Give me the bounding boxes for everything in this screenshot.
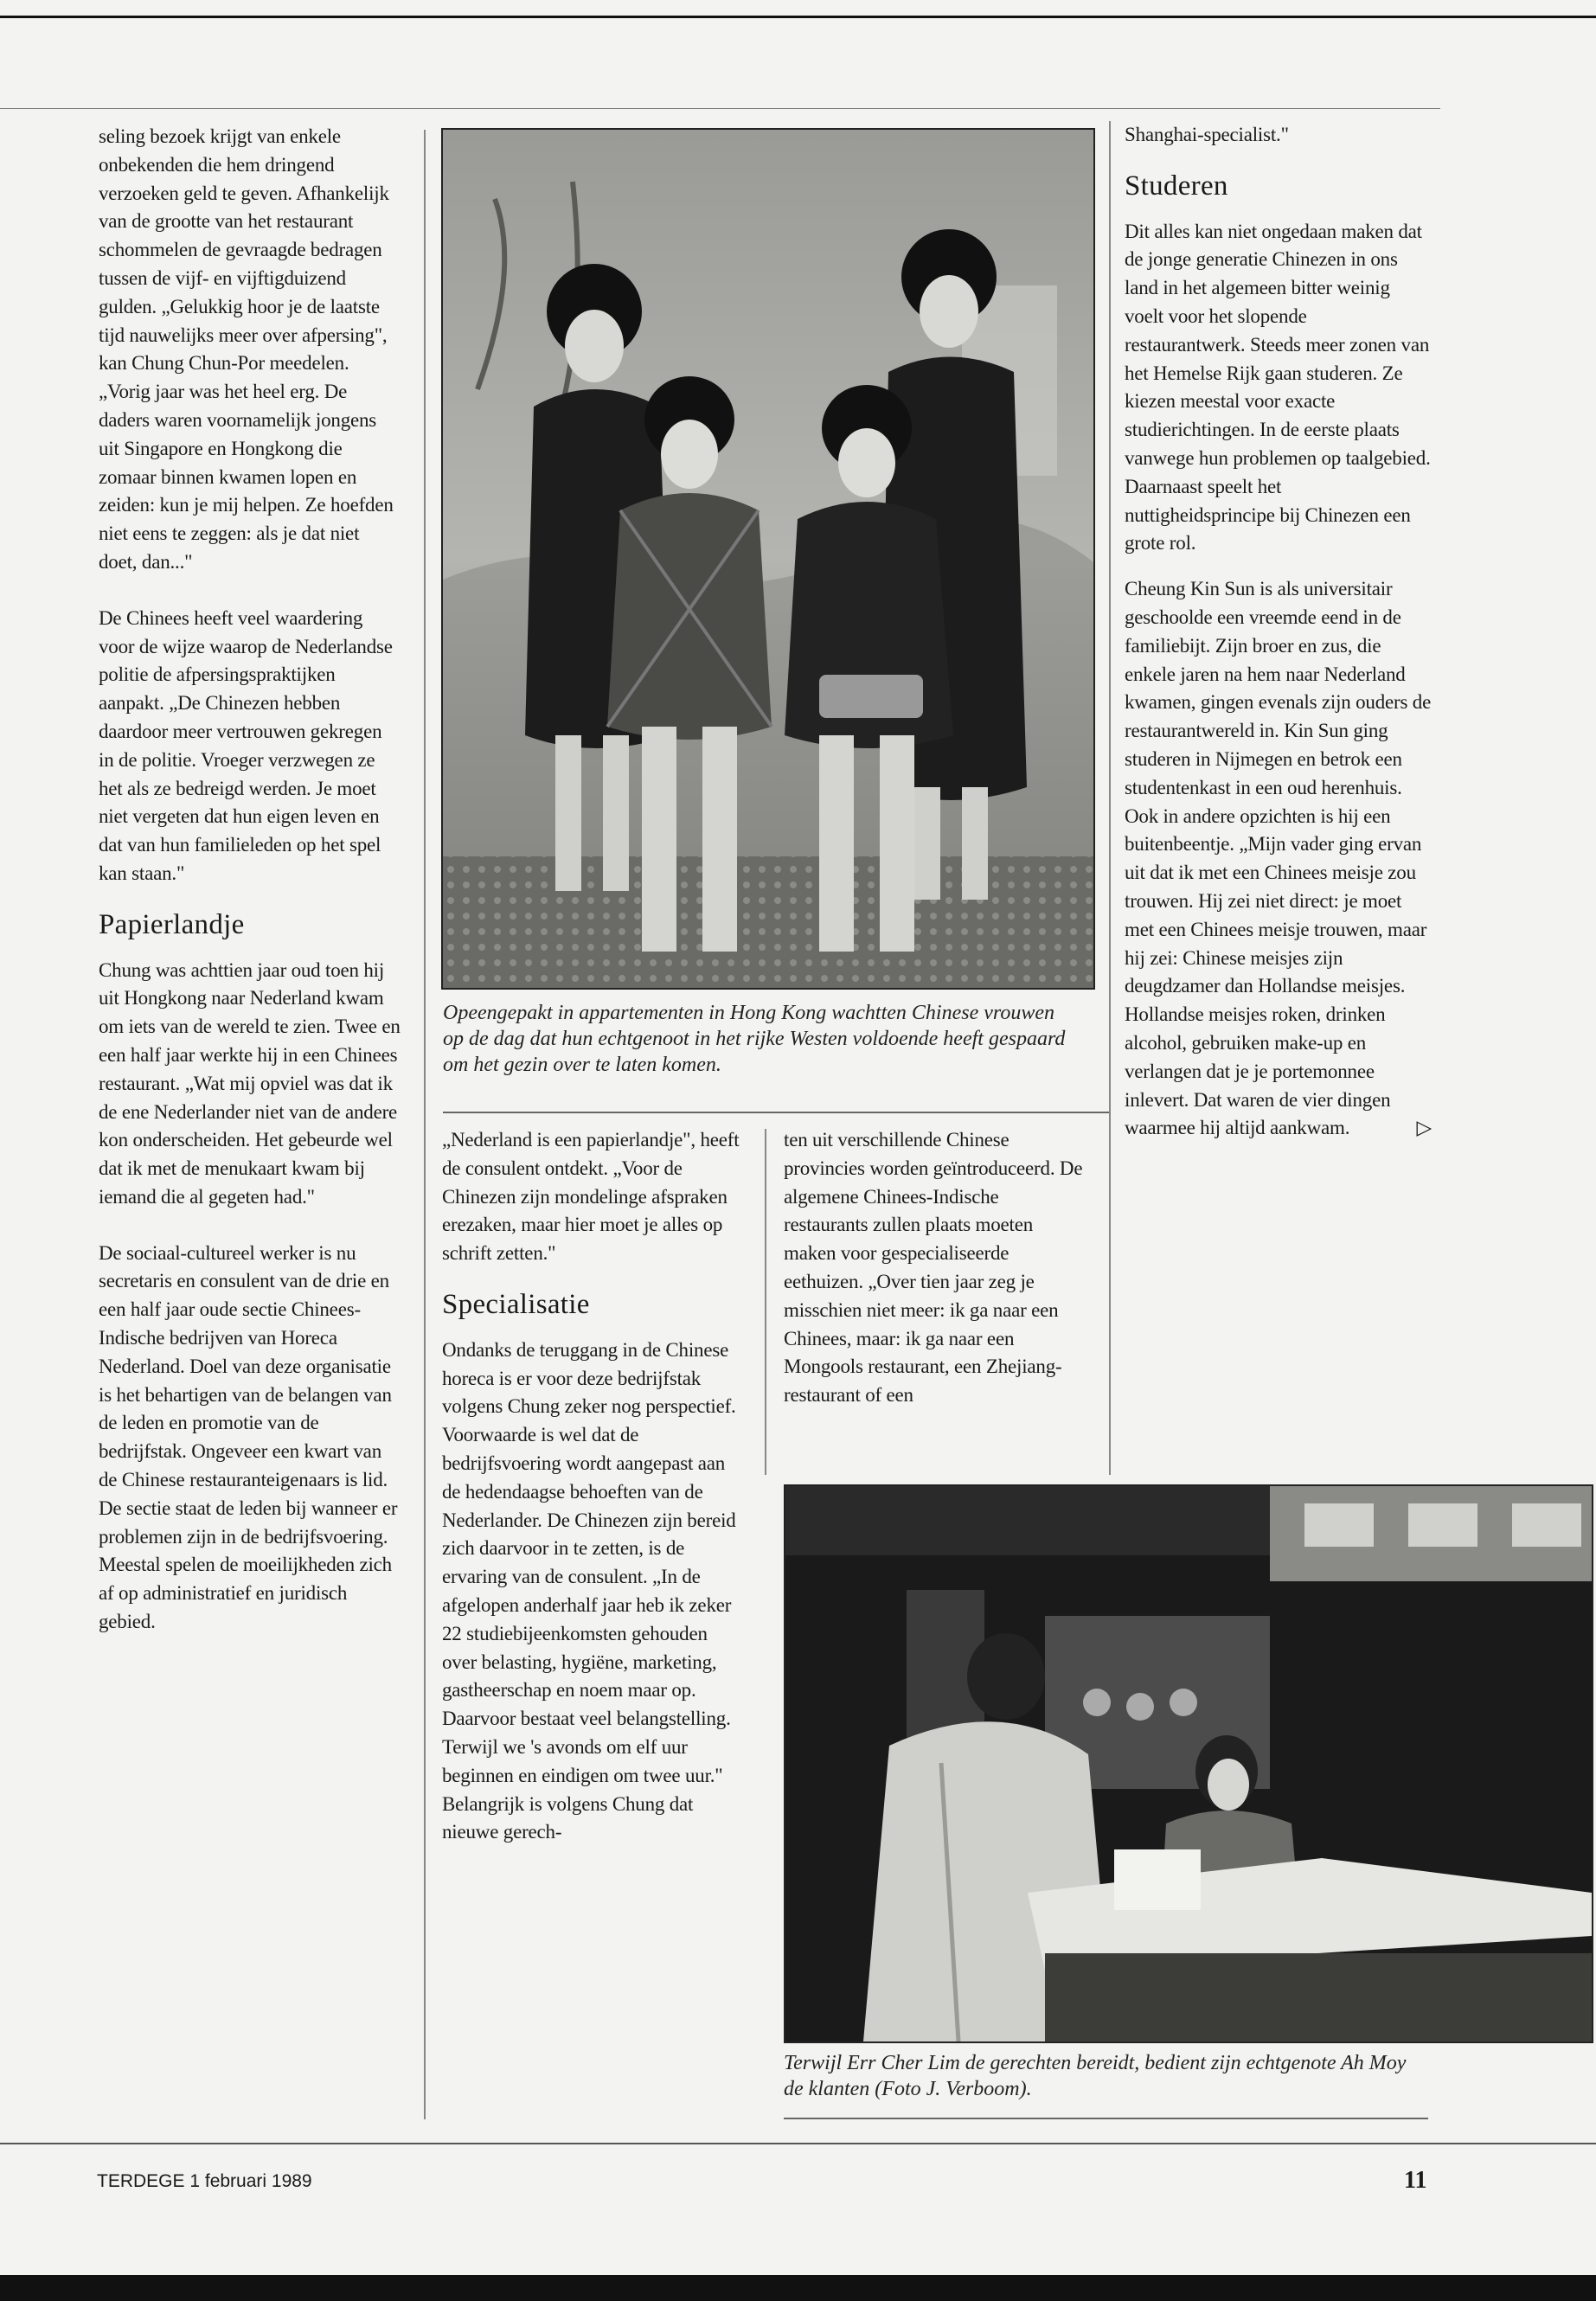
- photo-restaurant-counter: [784, 1484, 1593, 2043]
- col1-paragraph-4: De sociaal-cultureel werker is nu secretaris en consulent van de drie en een half jaar oude sectie Chinees-Indische bedrijven van Horeca Nederland. Doel van deze organisatie is het behartigen van de belangen van de leden en promotie van de bedrijfstak. Ongeveer een kwart van de Chinese restauranteigenaars is lid. De sectie staat de leden bij wanneer er problemen zijn in de bedrijfsvoering. Meestal spelen de moeilijkheden zich af op administratief en juridisch gebied.: [99, 1241, 398, 1633]
- column-4: [1125, 121, 1432, 1143]
- column-3: [784, 1126, 1086, 1410]
- col1-paragraph-2: De Chinees heeft veel waardering voor de wijze waarop de Nederlandse politie de afpersingspraktijken aanpakt. „De Chinezen hebben daardoor meer vertrouwen gekregen in de politie. Vroeger verzwegen ze het als ze bedreigd werden. Je moet niet vergeten dat hun eigen leven en dat van hun familieleden op het spel kan staan.": [99, 606, 393, 884]
- column-divider-1: [424, 130, 426, 2119]
- caption-bottom-photo: Terwijl Err Cher Lim de gerechten bereidt, bedient zijn echtgenote Ah Moy de klanten (Foto J. Verboom).: [784, 2052, 1407, 2100]
- caption-bottom-underline: [784, 2118, 1428, 2119]
- col3-paragraph-1: ten uit verschillende Chinese provincies worden geïntroduceerd. De algemene Chinees-Indische restaurants zullen plaats moeten maken voor gespecialiseerde eethuizen. „Over tien jaar zeg je misschien niet meer: ik ga naar een Chinees, maar: ik ga naar een Mongools restaurant, een Zhejiang-restaurant of een: [784, 1129, 1083, 1407]
- page-number: 11: [1404, 2167, 1427, 2194]
- col2-paragraph-2: Ondanks de teruggang in de Chinese horeca is er voor deze bedrijfstak volgens Chung zeker nog perspectief. Voorwaarde is wel dat de bedrijfsvoering wordt aangepast aan de hedendaagse behoeften van de Nederlander. De Chinezen zijn bereid zich daarvoor in te zetten, is de ervaring van de consulent. „In de afgelopen anderhalf jaar heb ik zeker 22 studiebijeenkomsten gehouden over belasting, hygiëne, marketing, gastheerschap en noem maar op. Daarvoor bestaat veel belangstelling. Terwijl we 's avonds om elf uur beginnen en eindigen om twee uur.": [442, 1338, 736, 1786]
- col4-paragraph-2: [1125, 575, 1432, 1143]
- header-thin-rule: [0, 108, 1440, 109]
- column-1: [99, 123, 401, 1637]
- column-divider-2: [765, 1129, 766, 1475]
- top-rule: [0, 16, 1596, 18]
- footer-publication: TERDEGE 1 februari 1989: [97, 2171, 312, 2191]
- col4-paragraph-1: Dit alles kan niet ongedaan maken dat de jonge generatie Chinezen in ons land in het algemeen bitter weinig voelt voor het slopende restaurantwerk. Steeds meer zonen van het Hemelse Rijk gaan studeren. Ze kiezen meestal voor exacte studierichtingen. In de eerste plaats vanwege hun problemen op taalgebied. Daarnaast speelt het nuttigheidsprincipe bij Chinezen een grote rol.: [1125, 220, 1431, 554]
- heading-specialisatie: Specialisatie: [442, 1288, 590, 1320]
- col1-paragraph-1: seling bezoek krijgt van enkele onbekenden die hem dringend verzoeken geld te geven. Afhankelijk van de grootte van het restaurant schommelen de gevraagde bedragen tussen de vijf- en vijftigduizend gulden. „Gelukkig hoor je de laatste tijd nauwelijks meer over afpersing", kan Chung Chun-Por meedelen. „Vorig jaar was het heel erg. De daders waren voornamelijk jongens uit Singapore en Hongkong die zomaar binnen kwamen lopen en zeiden: kun je mij helpen. Ze hoefden niet eens te zeggen: als je dat niet doet, dan...": [99, 125, 394, 573]
- photo-chinese-women-image: [443, 130, 1093, 988]
- continue-arrow-icon: ▷: [1416, 1117, 1432, 1140]
- col4-paragraph-0: Shanghai-specialist.": [1125, 124, 1289, 145]
- caption-top-underline: [443, 1112, 1109, 1113]
- caption-top-photo: Opeengepakt in appartementen in Hong Kong wachtten Chinese vrouwen op de dag dat hun echtgenoot in het rijke Westen voldoende heeft gespaard om het gezin over te laten komen.: [443, 1002, 1066, 1076]
- photo-chinese-women: [441, 128, 1095, 990]
- col4-paragraph-2-text: Cheung Kin Sun is als universitair geschoolde een vreemde eend in de familiebijt. Zijn broer en zus, die enkele jaren na hem naar Nederland kwamen, gingen evenals zijn ouders de restaurantwereld in. Kin Sun ging studeren in Nijmegen en betrok een studentenkast in een oud herenhuis. Ook in andere opzichten is hij een buitenbeentje. „Mijn vader ging ervan uit dat ik met een Chinees meisje zou trouwen. Hij zei niet direct: je moet met een Chinees meisje trouwen, maar hij zei: Chinese meisjes zijn deugdzamer dan Hollandse meisjes. Hollandse meisjes roken, drinken alcohol, gebruiken make-up en verlangen dat je je portemonnee inlevert. Dat waren de vier dingen waarmee hij altijd aankwam.: [1125, 578, 1432, 1139]
- col2-paragraph-3: Belangrijk is volgens Chung dat nieuwe gerech-: [442, 1792, 694, 1843]
- heading-studeren: Studeren: [1125, 170, 1228, 202]
- photo-restaurant-counter-image: [785, 1486, 1592, 2041]
- column-2: [442, 1126, 745, 1847]
- heading-papierlandje: Papierlandje: [99, 908, 245, 940]
- column-divider-3: [1109, 121, 1111, 1475]
- col1-paragraph-3: Chung was achttien jaar oud toen hij uit Hongkong naar Nederland kwam om iets van de wereld te zien. Twee en een half jaar werkte hij in een Chinees restaurant. „Wat mij opviel was dat ik de ene Nederlander niet van de andere kon onderscheiden. Het gebeurde wel dat ik met de menukaart kwam bij iemand die al gegeten had.": [99, 958, 401, 1208]
- bottom-band: [0, 2275, 1596, 2301]
- col2-paragraph-1: „Nederland is een papierlandje", heeft de consulent ontdekt. „Voor de Chinezen zijn mondelinge afspraken erezaken, maar hier moet je alles op schrift zetten.": [442, 1129, 740, 1265]
- footer-rule: [0, 2143, 1596, 2144]
